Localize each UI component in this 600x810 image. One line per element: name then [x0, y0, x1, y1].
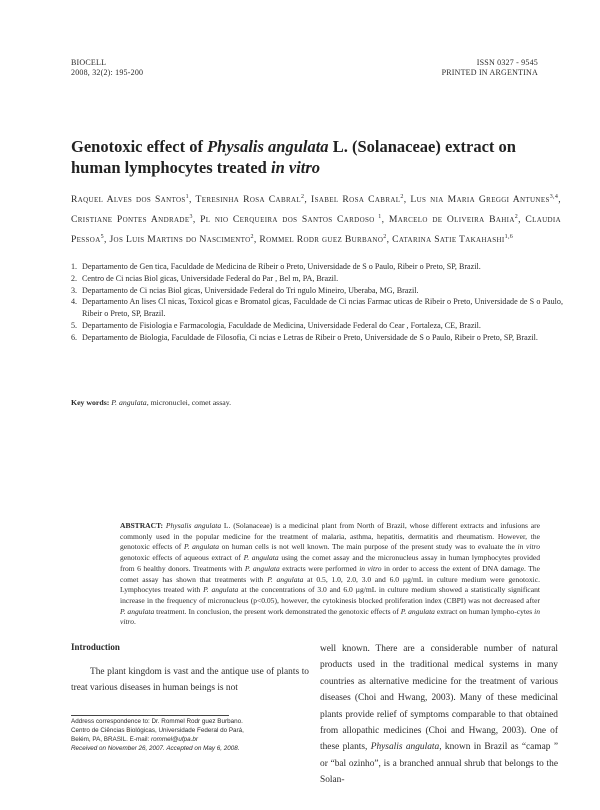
italic-text: in vitro	[120, 606, 540, 627]
author-affiliation-marker: 2	[400, 194, 404, 200]
intro-paragraph-col1: The plant kingdom is vast and the antique use of plants to treat various diseases in human beings is not	[71, 667, 309, 694]
text-run: extracts were performed	[279, 563, 360, 573]
author-name: Catarina Satie Takahashi	[392, 234, 505, 246]
author-name: Claudia Pessoa	[71, 214, 562, 246]
italic-text: Physalis angulata	[370, 742, 440, 753]
corr-line-1: Address correspondence to: Dr. Rommel Rodr guez Burbano.	[71, 718, 243, 725]
italic-text: P. angulata	[120, 606, 155, 616]
text-run: well known. There are a considerable number of natural products used in the traditional medical systems in many countries as alternative medicine for the treatment of various diseases (Choi and Hwang, 2003). Many of these medicinal plants provide relief of symptoms comparable to that obtained from allopathic medicines (Choi and Hwang, 2003). One of these plants,	[320, 644, 558, 753]
italic-text: in vitro	[359, 563, 382, 573]
affiliation-number: 1.	[71, 262, 78, 271]
affiliation-text: Centro de Ci ncias Biol gicas, Universidade Federal do Par , Bel m, PA, Brazil.	[82, 273, 339, 283]
author-name: Rommel Rodr guez Burbano	[259, 234, 384, 246]
corr-line-2: Centro de Ciências Biológicas, Universidade Federal do Pará,	[71, 726, 244, 734]
journal-name: BIOCELL	[71, 58, 107, 67]
title-text: Genotoxic effect of	[71, 137, 208, 156]
corr-email: rommel@ufpa.br	[151, 735, 199, 743]
journal-citation: 2008, 32(2): 195-200	[71, 68, 144, 77]
author-affiliation-marker: 3,4	[549, 194, 559, 200]
text-run: on human cells is not well known. The main purpose of the present study was to evaluate the	[218, 542, 518, 552]
author-affiliation-marker: 2	[514, 213, 519, 220]
affiliation-item	[71, 296, 563, 320]
affiliation-text: Departamento de Ci ncias Biol gicas, Universidade Federal do Tri ngulo Mineiro, Uberaba, MG, Brazil.	[82, 285, 419, 295]
affiliation-item	[71, 320, 563, 332]
author-affiliation-marker: 3	[189, 213, 193, 220]
author-affiliation-marker: 1	[185, 194, 190, 200]
affiliation-list	[71, 261, 563, 344]
text-run: treatment. In conclusion, the present work demonstrated the genotoxic effects of	[154, 606, 401, 616]
author-affiliation-marker: 1,6	[504, 233, 514, 240]
affiliation-item	[71, 285, 563, 297]
italic-text: P. angulata	[203, 585, 239, 595]
affiliation-number: 3.	[71, 285, 78, 295]
affiliation-item	[71, 261, 563, 273]
text-run: L. (Solanaceae) is a medicinal plant from North of Brazil, whose different extracts and infusions are commonly used in the popular medicine for the treatment of malaria, asthma, hepatitis, dermatitis and rheumatism. However, the genotoxic effects of	[120, 521, 540, 552]
author-name: Isabel Rosa Cabral	[311, 194, 401, 206]
issn-header	[442, 58, 538, 78]
title-text-2: L. (Solanaceae) extract on human lymphocytes treated	[71, 137, 516, 177]
abstract-label: ABSTRACT:	[120, 521, 164, 530]
affiliation-number: 5.	[71, 320, 78, 330]
text-run: using the comet assay and the micronucleus assay in human lymphocytes provided from 6 healthy donors. Treatments with	[120, 553, 540, 573]
author-affiliation-marker: 5	[100, 233, 104, 240]
affiliation-item	[71, 332, 563, 344]
italic-text: P. angulata	[244, 563, 280, 573]
issn: ISSN 0327 - 9545	[476, 58, 538, 67]
italic-text: P. angulata	[183, 542, 219, 552]
journal-header	[71, 58, 143, 78]
abstract-body	[120, 521, 540, 626]
author-name: Pl nio Cerqueira dos Santos Cardoso	[200, 214, 375, 226]
affiliation-text: Departamento de Gen tica, Faculdade de Medicina de Ribeir o Preto, Universidade de S o Paulo, Ribeir o Preto, SP, Brazil.	[82, 262, 481, 271]
author-name: Cristiane Pontes Andrade	[71, 214, 190, 226]
keywords	[71, 398, 541, 408]
title-in-vitro: in vitro	[270, 158, 321, 177]
affiliation-number: 2.	[71, 273, 78, 283]
author-name: Teresinha Rosa Cabral	[195, 194, 302, 206]
author-name: Marcelo de Oliveira Bahia	[388, 214, 515, 226]
intro-paragraph-col2	[320, 641, 558, 789]
italic-text: in vitro	[517, 542, 540, 552]
affiliation-text: Departamento de Biologia, Faculdade de Filosofia, Ci ncias e Letras de Ribeir o Preto, Universidade de S o Paulo, Ribeir o Preto, SP, Brazil.	[82, 332, 538, 342]
paper-title	[71, 136, 541, 178]
corr-line-3	[71, 736, 311, 745]
text-run: extract on human lympho-cytes	[434, 606, 535, 616]
author-affiliation-marker: 2	[301, 194, 305, 200]
printed-in: PRINTED IN ARGENTINA	[441, 68, 538, 77]
italic-text: P. angulata	[267, 574, 304, 584]
text-run: genotoxic effects of aqueous extract of	[120, 553, 244, 563]
affiliation-number: 6.	[71, 332, 78, 342]
text-run: in order to access the extent of DNA damage. The comet assay has shown that treatments with	[120, 563, 541, 584]
author-affiliation-marker: 1	[374, 213, 382, 220]
text-run: at the concentrations of 3.0 and 6.0 µg/mL in culture medium showed a statistically significant increase in the frequency of micronucleus (p<0.05), however, the cytokinesis blocked proliferation index (CBPI) was not decreased after	[120, 585, 540, 605]
author-list: Raquel Alves dos Santos$^1$, Teresinha Rosa Cabral$^2$, Isabel Rosa Cabral$^2$, Lus nia Maria Greggi Antunes$^{3,4}$, Cristiane Pontes Andrade$^3$, Pl nio Cerqueira dos Santos Cardoso $^1$, Marcelo de Oliveira Bahia$^2$, Claudia Pessoa$^5$, Jos Luis Martins do Nascimento$^2$, Rommel Rodr guez Burbano$^2$, Catarina Satie Takahashi$^{1,6}$	[71, 194, 562, 246]
abstract	[120, 521, 540, 628]
author-affiliation-marker: 2	[383, 233, 387, 240]
received-dates: Received on November 26, 2007. Accepted on May 6, 2008.	[71, 744, 240, 752]
italic-text: P. angulata	[243, 553, 279, 563]
affiliation-item	[71, 273, 563, 285]
correspondence-footnote	[71, 718, 311, 754]
text-run: , known in Brazil as “camap ” or “bal ozinho”, is a branched annual shrub that belongs to the Solan-	[320, 742, 558, 786]
author-name: Lus nia Maria Greggi Antunes	[410, 194, 550, 206]
author-name: Raquel Alves dos Santos	[71, 194, 186, 206]
section-heading-introduction: Introduction	[71, 642, 120, 652]
author-affiliation-marker: 2	[250, 233, 254, 240]
italic-text: Physalis angulata	[165, 521, 222, 530]
title-species: Physalis angulata	[207, 137, 329, 156]
keywords-label: Key words:	[71, 398, 110, 407]
italic-text: P. angulata	[400, 606, 435, 616]
text-run: .	[133, 617, 136, 627]
corr-address: Belém, PA, BRASIL. E-mail:	[71, 735, 152, 743]
footnote-divider	[71, 715, 229, 716]
keywords-rest: , micronuclei, comet assay.	[146, 398, 232, 407]
keywords-species: P. angulata	[111, 398, 147, 407]
author-name: Jos Luis Martins do Nascimento	[109, 234, 251, 246]
affiliation-text: Departamento An lises Cl nicas, Toxicol gicas e Bromatol gicas, Faculdade de Ci ncias Farmac uticas de Ribeir o Preto, Universidade de S o Paulo, Ribeir o Preto, SP, Brazil.	[82, 297, 563, 319]
affiliation-number: 4.	[71, 297, 78, 307]
text-run: at 0.5, 1.0, 2.0, 3.0 and 6.0 µg/mL in culture medium were genotoxic. Lymphocytes treated with	[120, 574, 541, 595]
affiliation-text: Departamento de Fisiologia e Farmacologia, Faculdade de Medicina, Universidade Federal do Cear , Fortaleza, CE, Brazil.	[82, 320, 481, 330]
